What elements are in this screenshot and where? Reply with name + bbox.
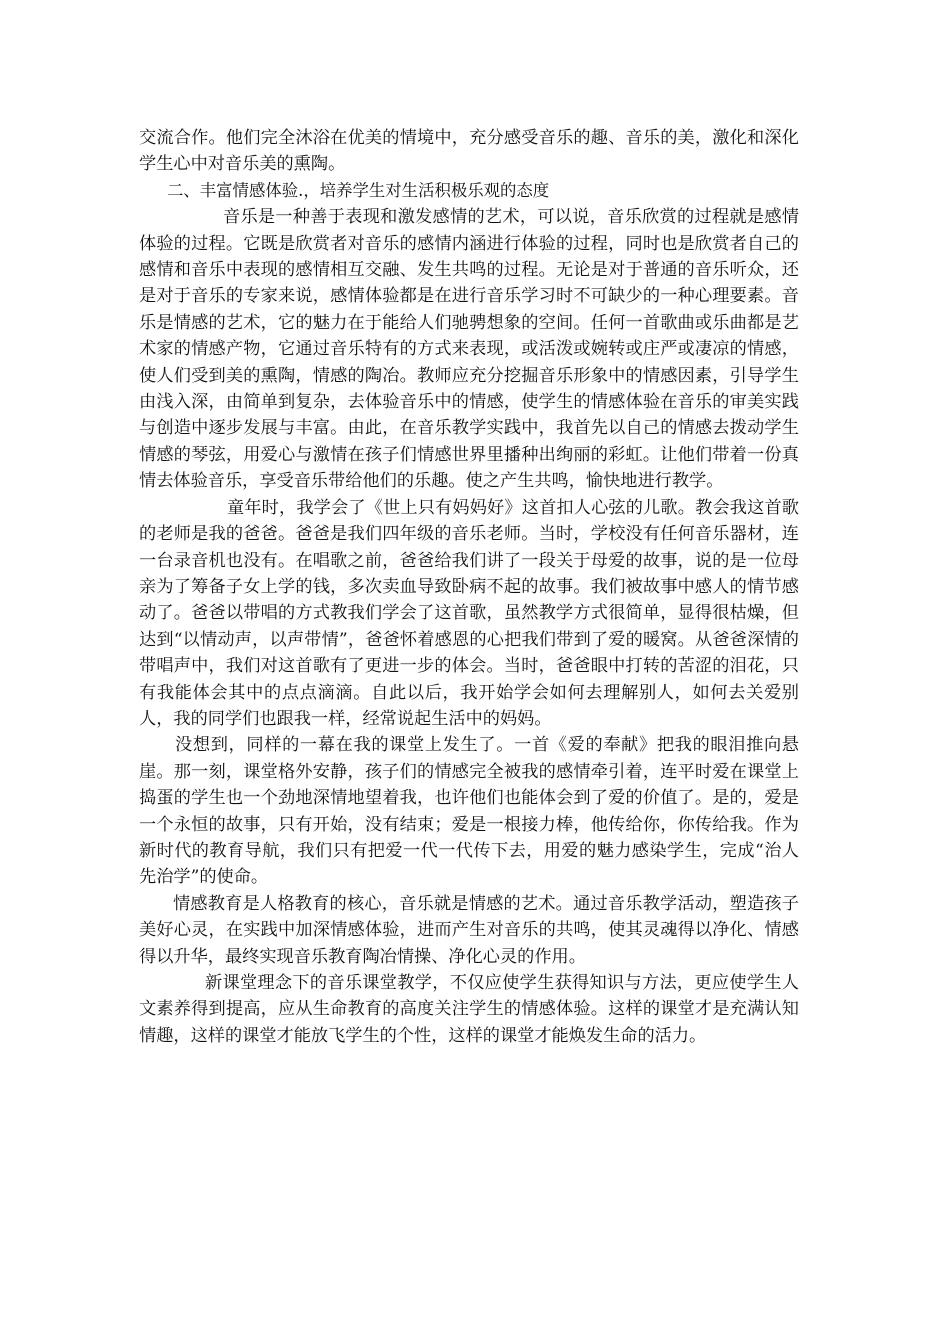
document-body bbox=[139, 125, 799, 1049]
paragraph-6: 新课堂理念下的音乐课堂教学，不仅应使学生获得知识与方法，更应使学生人文素养得到提高，应从生命教育的高度关注学生的情感体验。这样的课堂才是充满认知情趣，这样的课堂才能放飞学生的个性，这样的课堂才能焕发生命的活力。 bbox=[139, 973, 799, 1046]
paragraph-5: 情感教育是人格教育的核心，音乐就是情感的艺术。通过音乐教学活动，塑造孩子美好心灵，在实践中加深情感体验，进而产生对音乐的共鸣，使其灵魂得以净化、情感得以升华，最终实现音乐教育陶冶情操、净化心灵的作用。 bbox=[139, 893, 799, 967]
paragraph-3: 童年时，我学会了《世上只有妈妈好》这首扣人心弦的儿歌。教会我这首歌的老师是我的爸爸。爸爸是我们四年级的音乐老师。当时，学校没有任何音乐器材，连一台录音机也没有。在唱歌之前，爸爸给我们讲了一段关于母爱的故事，说的是一位母亲为了筹备子女上学的钱，多次卖血导致卧病不起的故事。我们被故事中感人的情节感动了。爸爸以带唱的方式教我们学会了这首歌，虽然教学方式很简单，显得很枯燥，但达到“以情动声，以声带情”，爸爸怀着感恩的心把我们带到了爱的暖窝。从爸爸深情的带唱声中，我们对这首歌有了更进一步的体会。当时，爸爸眼中打转的苦涩的泪花，只有我能体会其中的点点滴滴。自此以后，我开始学会如何去理解别人，如何去关爱别人，我的同学们也跟我一样，经常说起生活中的妈妈。 bbox=[139, 497, 799, 729]
section-heading: 二、丰富情感体验.，培养学生对生活积极乐观的态度 bbox=[167, 180, 550, 200]
paragraph-2: 音乐是一种善于表现和激发感情的艺术，可以说，音乐欣赏的过程就是感情体验的过程。它既是欣赏者对音乐的感情内涵进行体验的过程，同时也是欣赏者自己的感情和音乐中表现的感情相互交融、发生共鸣的过程。无论是对于普通的音乐听众，还是对于音乐的专家来说，感情体验都是在进行音乐学习时不可缺少的一种心理要素。音乐是情感的艺术，它的魅力在于能给人们驰骋想象的空间。任何一首歌曲或乐曲都是艺术家的情感产物，它通过音乐特有的方式来表现，或活泼或婉转或庄严或凄凉的情感，使人们受到美的熏陶，情感的陶冶。教师应充分挖掘音乐形象中的情感因素，引导学生由浅入深，由简单到复杂，去体验音乐中的情感，使学生的情感体验在音乐的审美实践与创造中逐步发展与丰富。由此，在音乐教学实践中，我首先以自己的情感去拨动学生情感的琴弦，用爱心与激情在孩子们情感世界里播种出绚丽的彩虹。让他们带着一份真情去体验音乐，享受音乐带给他们的乐趣。使之产生共鸣，愉快地进行教学。 bbox=[139, 207, 799, 492]
paragraph-1: 交流合作。他们完全沐浴在优美的情境中，充分感受音乐的趣、音乐的美，激化和深化学生心中对音乐美的熏陶。 bbox=[139, 128, 799, 175]
paragraph-4: 没想到，同样的一幕在我的课堂上发生了。一首《爱的奉献》把我的眼泪推向悬崖。那一刻，课堂格外安静，孩子们的情感完全被我的感情牵引着，连平时爱在课堂上捣蛋的学生也一个劲地深情地望着我，也许他们也能体会到了爱的价值了。是的，爱是一个永恒的故事，只有开始，没有结束；爱是一根接力棒，他传给你，你传给我。作为新时代的教育导航，我们只有把爱一代一代传下去，用爱的魅力感染学生，完成“治人先治学”的使命。 bbox=[139, 735, 799, 888]
